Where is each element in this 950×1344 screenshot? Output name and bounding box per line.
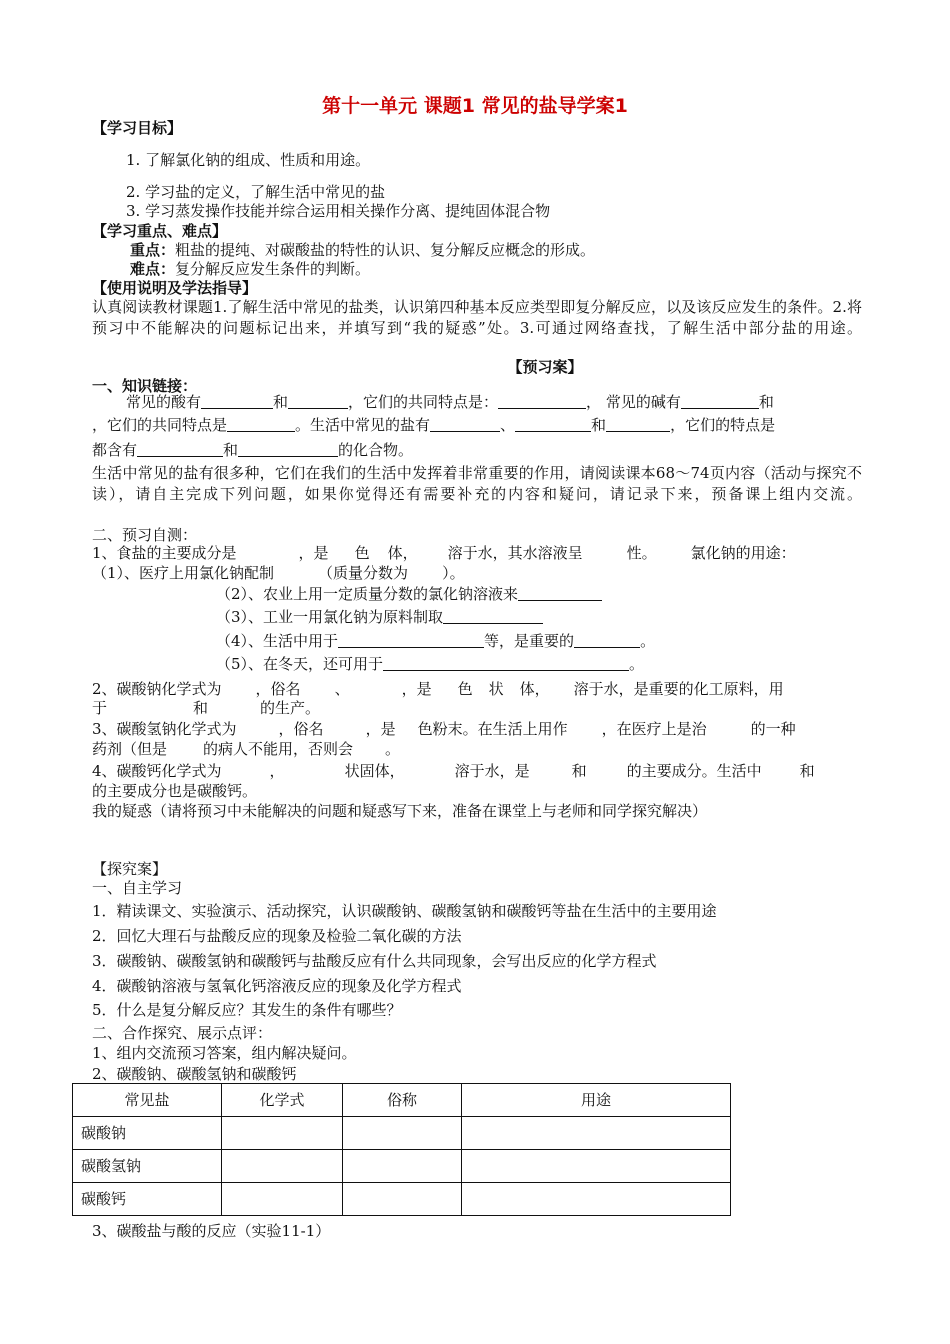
- q-text: 状: [488, 680, 504, 698]
- link-line-2: [92, 415, 862, 435]
- link-text: 和: [758, 393, 774, 411]
- q-text: 状固体，: [344, 762, 405, 780]
- q1-use-3: [216, 607, 836, 627]
- q-text: 3、碳酸氢钠化学式为: [92, 720, 237, 738]
- q-text: 的一种: [750, 720, 796, 738]
- self-study-heading: 一、自主学习: [92, 879, 183, 897]
- q-text: 药剂（但是: [92, 740, 168, 758]
- preview-heading: 【预习案】: [507, 358, 583, 376]
- fill-blank[interactable]: [227, 416, 295, 432]
- hard-label: 难点：: [130, 260, 176, 278]
- q-text: 性。: [626, 544, 657, 562]
- q-text: 体，: [387, 544, 418, 562]
- preview-intro: 生活中常见的盐有很多种，它们在我们的生活中发挥着非常重要的作用，请阅读课本68～74页内容（活动与探究不读），请自主完成下列问题，如果你觉得还有需要补充的内容和疑问，请记录下来，预备课上组内交流。: [92, 464, 862, 503]
- goal-item: 3. 学习蒸发操作技能并综合运用相关操作分离、提纯固体混合物: [126, 202, 551, 220]
- goal-item: 2. 学习盐的定义，了解生活中常见的盐: [126, 183, 386, 201]
- fill-blank[interactable]: [498, 393, 586, 409]
- link-text: ， 常见的碱有: [586, 393, 681, 411]
- q-text: ，俗名: [278, 720, 324, 738]
- coop-item: 3、碳酸盐与酸的反应（实验11-1）: [92, 1222, 331, 1240]
- q-text: 。: [629, 655, 645, 673]
- usage-cell[interactable]: [462, 1183, 731, 1216]
- coop-item: 2、碳酸钠、碳酸氢钠和碳酸钙: [92, 1065, 297, 1083]
- q-text: ，是: [401, 680, 432, 698]
- table-header-cell: 化学式: [222, 1084, 343, 1117]
- hard-text: 复分解反应发生条件的判断。: [175, 260, 371, 278]
- fill-blank[interactable]: [201, 393, 273, 409]
- fill-blank[interactable]: [606, 416, 670, 432]
- q-text: ，在医疗上是治: [601, 720, 707, 738]
- q1-use-5: [216, 654, 836, 674]
- hard-point-line: [130, 259, 900, 279]
- q-text: ，是: [365, 720, 396, 738]
- q-text: 的生产。: [260, 699, 321, 717]
- q-text: 和: [571, 762, 587, 780]
- formula-cell[interactable]: [222, 1117, 343, 1150]
- table-row: [73, 1183, 731, 1216]
- link-line-1: [126, 392, 856, 412]
- q-text: （4）、生活中用于: [216, 632, 339, 650]
- explore-heading: 【探究案】: [92, 860, 168, 878]
- q1-use-2: [216, 584, 836, 604]
- key-text: 粗盐的提纯、对碳酸盐的特性的认识、复分解反应概念的形成。: [175, 241, 596, 259]
- question-3: [92, 719, 862, 739]
- link-text: ，它们的共同特点是：: [348, 393, 499, 411]
- q-text: 的病人不能用，否则会: [203, 740, 354, 758]
- link-text: 常见的酸有: [126, 393, 202, 411]
- key-label: 重点：: [130, 241, 176, 259]
- explore-item: 2．回忆大理石与盐酸反应的现象及检验二氧化碳的方法: [92, 927, 462, 945]
- formula-cell[interactable]: [222, 1183, 343, 1216]
- explore-item: 4．碳酸钠溶液与氢氧化钙溶液反应的现象及化学方程式: [92, 977, 462, 995]
- usage-heading: 【使用说明及学法指导】: [92, 279, 258, 297]
- question-2: [92, 679, 862, 699]
- q-text: 2、碳酸钠化学式为: [92, 680, 222, 698]
- fill-blank[interactable]: [518, 585, 602, 601]
- goals-heading: 【学习目标】: [92, 119, 183, 137]
- key-point-line: [130, 240, 900, 260]
- table-row: [73, 1117, 731, 1150]
- link-text: 。生活中常见的盐有: [295, 416, 431, 434]
- q-text: 和: [193, 699, 209, 717]
- fill-blank[interactable]: [443, 608, 543, 624]
- q-text: （2）、农业上用一定质量分数的氯化钠溶液来: [216, 585, 519, 603]
- fill-blank[interactable]: [681, 393, 759, 409]
- salt-name-cell: 碳酸钙: [73, 1183, 222, 1216]
- coop-item: 1、组内交流预习答案，组内解决疑问。: [92, 1044, 357, 1062]
- question-4-cont: 的主要成分也是碳酸钙。: [92, 782, 258, 800]
- q-text: 的主要成分。生活中: [626, 762, 762, 780]
- doubt-prompt: 我的疑惑（请将预习中未能解决的问题和疑惑写下来，准备在课堂上与老师和同学探究解决）: [92, 802, 708, 820]
- q-text: 于: [92, 699, 108, 717]
- usage-text: 认真阅读教材课题1.了解生活中常见的盐类，认识第四种基本反应类型即复分解反应，以及该反应发生的条件。2.将预习中不能解决的问题标记出来，并填写到“我的疑惑”处。3.可通过网络查找，了解生活中部分盐的用途。: [92, 298, 862, 337]
- q-text: ，俗名: [255, 680, 301, 698]
- link-text: 都含有: [92, 441, 138, 459]
- formula-cell[interactable]: [222, 1150, 343, 1183]
- q-text: ，是: [298, 544, 329, 562]
- fill-blank[interactable]: [430, 416, 500, 432]
- table-header-row: [73, 1084, 731, 1117]
- q-text: 等，是重要的: [484, 632, 575, 650]
- fill-blank[interactable]: [574, 632, 640, 648]
- link-text: 、: [500, 416, 516, 434]
- link-text: 和: [223, 441, 239, 459]
- fill-blank[interactable]: [515, 416, 591, 432]
- q-text: 氯化钠的用途：: [690, 544, 796, 562]
- q-text: 溶于水，是: [454, 762, 530, 780]
- q-text: （质量分数为: [318, 564, 409, 582]
- link-text: 和: [591, 416, 607, 434]
- salt-name-cell: 碳酸钠: [73, 1117, 222, 1150]
- explore-item: 1．精读课文、实验演示、活动探究，认识碳酸钠、碳酸氢钠和碳酸钙等盐在生活中的主要用途: [92, 902, 717, 920]
- q-text: （3）、工业一用氯化钠为原料制取: [216, 608, 444, 626]
- fill-blank[interactable]: [238, 441, 338, 457]
- question-2-cont: [92, 698, 862, 718]
- table-header-cell: 俗称: [343, 1084, 462, 1117]
- keypoints-heading: 【学习重点、难点】: [92, 222, 228, 240]
- q-text: 色粉末。在生活上用作: [417, 720, 568, 738]
- fill-blank[interactable]: [383, 655, 629, 671]
- question-4: [92, 761, 862, 781]
- page-title: 第十一单元 课题1 常见的盐导学案1: [322, 95, 628, 117]
- q-text: 色: [354, 544, 370, 562]
- usage-cell[interactable]: [462, 1117, 731, 1150]
- explore-item: 5．什么是复分解反应？其发生的条件有哪些？: [92, 1001, 402, 1019]
- link-text: 和: [273, 393, 289, 411]
- q-text: 色: [457, 680, 473, 698]
- q-text: 体，: [519, 680, 550, 698]
- common-name-cell[interactable]: [343, 1183, 462, 1216]
- q-text: 和: [799, 762, 815, 780]
- q-text: （5）、在冬天，还可用于: [216, 655, 384, 673]
- question-3-cont: [92, 739, 862, 759]
- q1-use-1: [92, 563, 862, 583]
- link-line-3: [92, 440, 862, 460]
- usage-cell[interactable]: [462, 1150, 731, 1183]
- q-text: 4、碳酸钙化学式为: [92, 762, 222, 780]
- table-row: [73, 1150, 731, 1183]
- table-header-cell: 用途: [462, 1084, 731, 1117]
- goal-item: 1. 了解氯化钠的组成、性质和用途。: [126, 151, 371, 169]
- q-text: 1、食盐的主要成分是: [92, 544, 237, 562]
- fill-blank[interactable]: [338, 632, 484, 648]
- link-heading: 一、知识链接：: [92, 377, 198, 395]
- coop-heading: 二、合作探究、展示点评：: [92, 1024, 273, 1042]
- common-name-cell[interactable]: [343, 1117, 462, 1150]
- q-text: （1）、医疗上用氯化钠配制: [92, 564, 275, 582]
- question-1: [92, 543, 862, 563]
- q-text: 溶于水，其水溶液呈: [447, 544, 583, 562]
- common-name-cell[interactable]: [343, 1150, 462, 1183]
- self-test-heading: 二、预习自测：: [92, 526, 198, 544]
- q1-use-4: [216, 631, 836, 651]
- explore-item: 3．碳酸钠、碳酸氢钠和碳酸钙与盐酸反应有什么共同现象，会写出反应的化学方程式: [92, 952, 657, 970]
- q-text: 、: [334, 680, 350, 698]
- salt-table: [72, 1083, 731, 1216]
- salt-name-cell: 碳酸氢钠: [73, 1150, 222, 1183]
- link-text: ，它们的特点是: [670, 416, 776, 434]
- q-text: 。: [385, 740, 401, 758]
- fill-blank[interactable]: [288, 393, 348, 409]
- q-text: 溶于水，是重要的化工原料，用: [573, 680, 784, 698]
- table-header-cell: 常见盐: [73, 1084, 222, 1117]
- q-text: 。: [640, 632, 656, 650]
- q-text: ，: [269, 762, 285, 780]
- q-text: ）。: [442, 564, 465, 582]
- fill-blank[interactable]: [137, 441, 223, 457]
- link-text: 的化合物。: [338, 441, 414, 459]
- link-text: ，它们的共同特点是: [92, 416, 228, 434]
